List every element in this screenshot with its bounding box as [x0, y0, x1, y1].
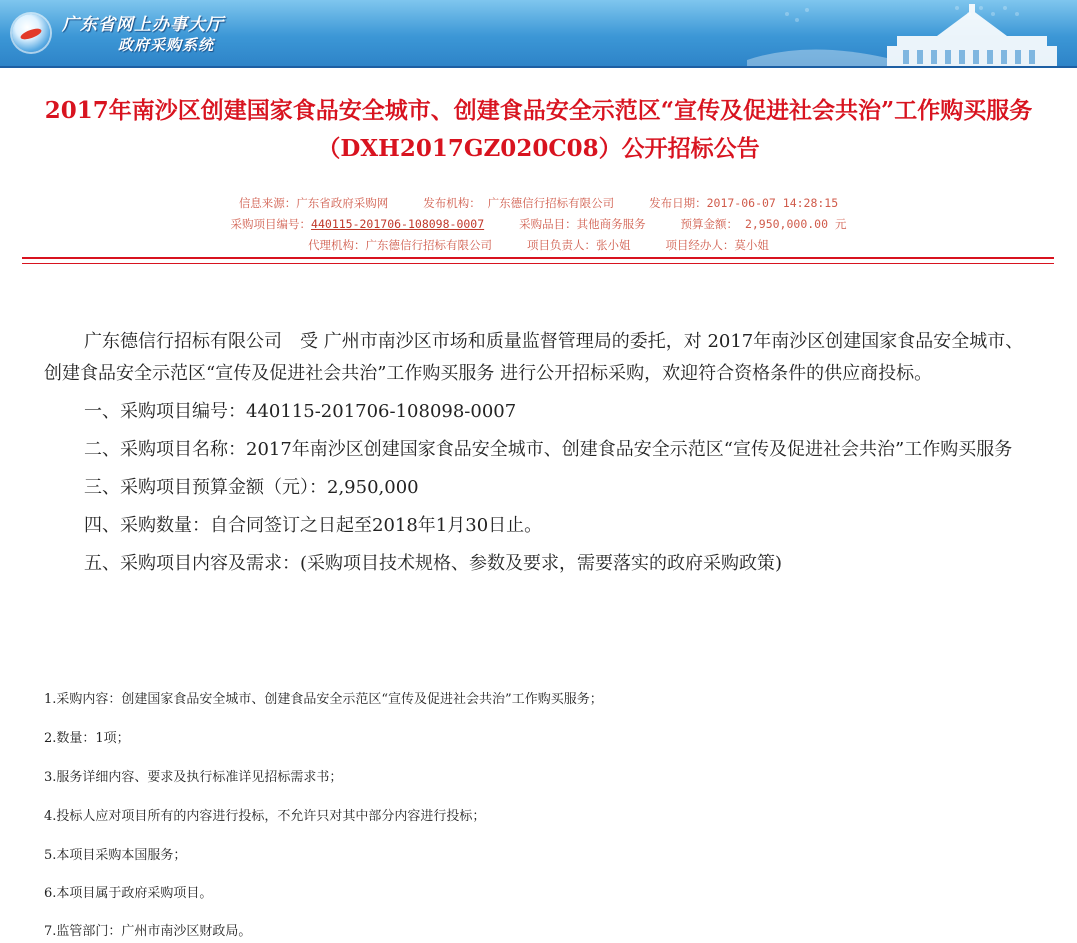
brand-subtitle: 政府采购系统 — [118, 36, 215, 54]
meta-row-3 — [0, 237, 1077, 253]
project-leader: 项目负责人：张小姐 — [527, 238, 631, 252]
detail-item-7: 7.监管部门：广州市南沙区财政局。 — [44, 924, 252, 939]
procurement-category: 采购品目：其他商务服务 — [519, 217, 646, 231]
title-divider-thick — [22, 257, 1054, 259]
publisher: 发布机构： 广东德信行招标有限公司 — [423, 196, 615, 210]
project-handler: 项目经办人：莫小姐 — [665, 238, 769, 252]
info-source: 信息来源：广东省政府采购网 — [238, 196, 389, 210]
detail-item-5: 5.本项目采购本国服务； — [44, 848, 187, 863]
header-banner — [0, 0, 1077, 66]
agency: 代理机构：广东德信行招标有限公司 — [308, 238, 493, 252]
detail-item-6: 6.本项目属于政府采购项目。 — [44, 886, 213, 901]
section-quantity: 四、采购数量：自合同签订之日起至2018年1月30日止。 — [84, 515, 543, 536]
section-project-name: 二、采购项目名称：2017年南沙区创建国家食品安全城市、创建食品安全示范区“宣传及促进社会共治”工作购买服务 — [84, 439, 1013, 460]
government-building-icon — [747, 0, 1077, 66]
meta-row-1 — [0, 195, 1077, 211]
announcement-body — [44, 326, 1034, 586]
announcement-title: 2017年南沙区创建国家食品安全城市、创建食品安全示范区“宣传及促进社会共治”工作购买服务（DXH2017GZ020C08）公开招标公告 — [44, 97, 1033, 162]
brand-title: 广东省网上办事大厅 — [62, 15, 224, 35]
intro-paragraph: 广东德信行招标有限公司 受 广州市南沙区市场和质量监督管理局的委托，对 2017年南沙区创建国家食品安全城市、创建食品安全示范区“宣传及促进社会共治”工作购买服务 进行公开招标采购，欢迎符合资格条件的供应商投标。 — [44, 331, 1024, 384]
title-divider-thin — [22, 263, 1054, 264]
detail-item-1: 1.采购内容：创建国家食品安全城市、创建食品安全示范区“宣传及促进社会共治”工作购买服务； — [44, 692, 603, 707]
budget-amount: 预算金额： 2,950,000.00 元 — [680, 217, 847, 231]
project-number-label: 采购项目编号： — [230, 217, 312, 231]
meta-row-2 — [0, 216, 1077, 232]
section-project-number: 一、采购项目编号：440115-201706-108098-0007 — [84, 401, 517, 422]
detail-item-3: 3.服务详细内容、要求及执行标准详见招标需求书； — [44, 770, 343, 785]
detail-item-2: 2.数量：1项； — [44, 731, 130, 746]
publish-date: 发布日期：2017-06-07 14:28:15 — [649, 196, 839, 210]
section-requirements: 五、采购项目内容及需求：(采购项目技术规格、参数及要求，需要落实的政府采购政策) — [84, 553, 783, 574]
section-budget: 三、采购项目预算金额（元）：2,950,000 — [84, 477, 419, 498]
banner-divider — [0, 66, 1077, 68]
detail-item-4: 4.投标人应对项目所有的内容进行投标，不允许只对其中部分内容进行投标； — [44, 809, 486, 824]
project-number — [231, 217, 485, 231]
project-number-link[interactable]: 440115-201706-108098-0007 — [311, 217, 485, 231]
